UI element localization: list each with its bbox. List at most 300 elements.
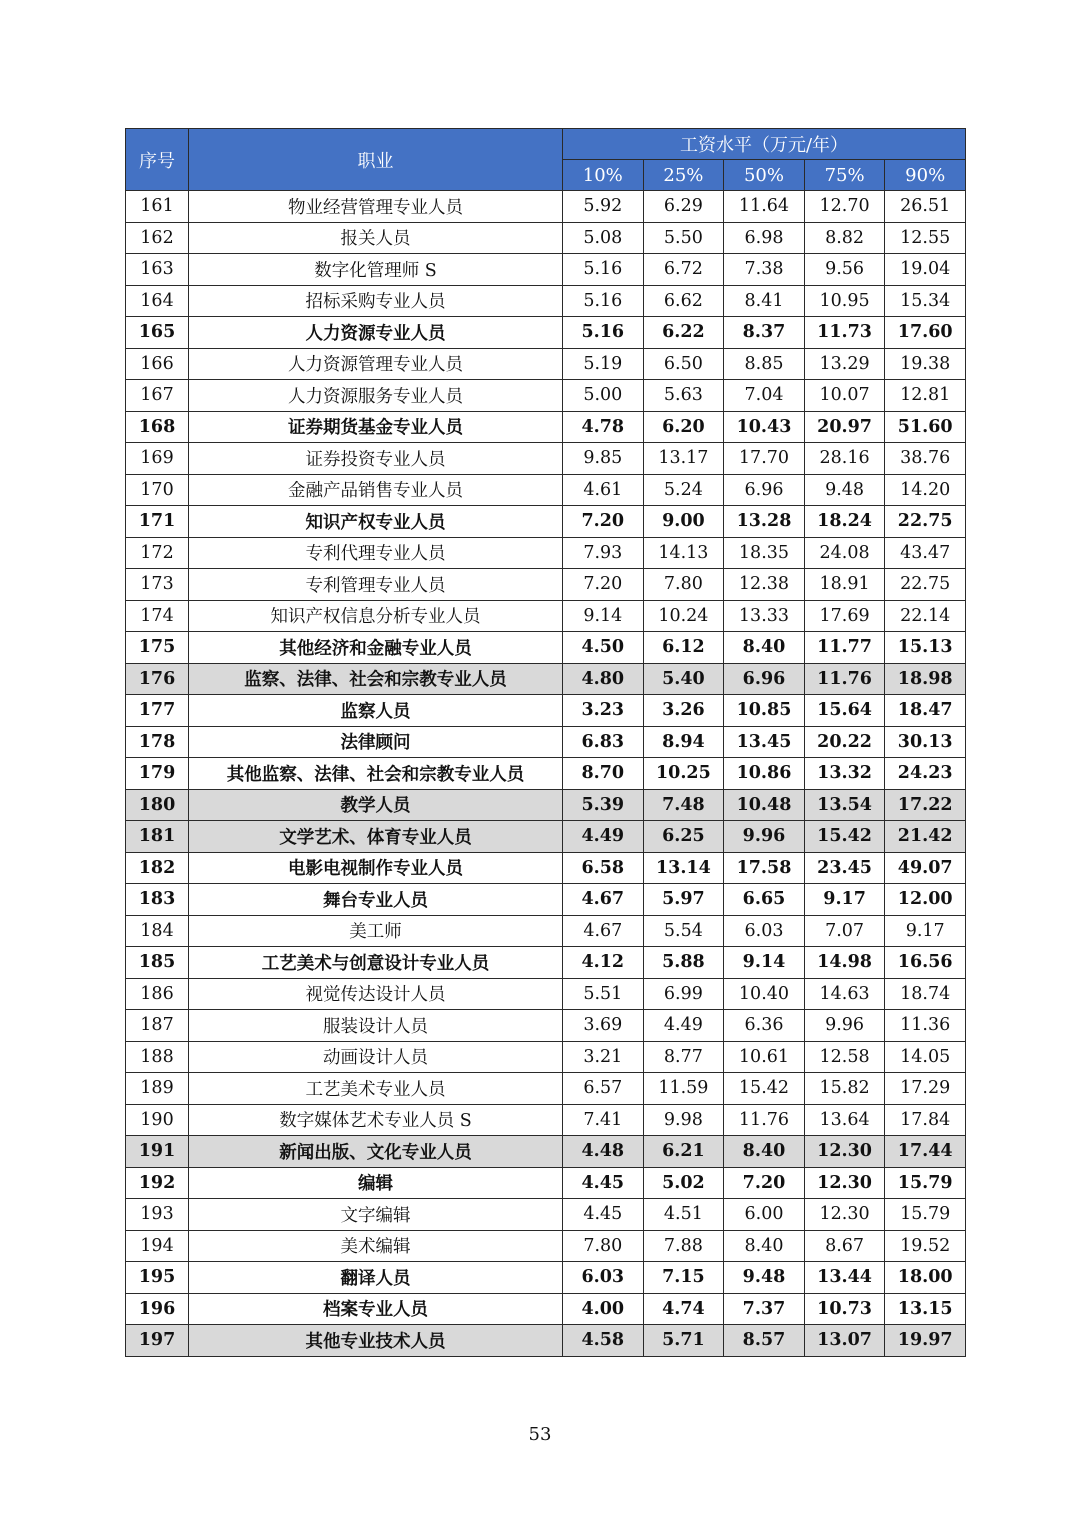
row-value-p25: 13.14 <box>643 852 724 884</box>
row-value-p25: 10.25 <box>643 758 724 790</box>
table-row <box>126 1262 966 1294</box>
header-p25: 25% <box>643 160 724 191</box>
row-value-p25: 5.40 <box>643 663 724 695</box>
row-value-p90: 26.51 <box>885 191 966 223</box>
row-value-p75: 10.73 <box>804 1293 885 1325</box>
table-header <box>126 129 966 191</box>
row-value-p50: 8.85 <box>724 348 805 380</box>
row-value-p75: 8.67 <box>804 1230 885 1262</box>
row-value-p25: 5.97 <box>643 884 724 916</box>
row-value-p50: 13.28 <box>724 506 805 538</box>
table-row <box>126 600 966 632</box>
row-value-p10: 5.00 <box>563 380 644 412</box>
row-value-p75: 14.63 <box>804 978 885 1010</box>
row-value-p90: 24.23 <box>885 758 966 790</box>
row-occupation: 其他监察、法律、社会和宗教专业人员 <box>189 758 563 790</box>
row-occupation: 知识产权专业人员 <box>189 506 563 538</box>
row-value-p10: 4.58 <box>563 1325 644 1357</box>
row-value-p90: 11.36 <box>885 1010 966 1042</box>
row-index: 190 <box>126 1104 189 1136</box>
table-row <box>126 1041 966 1073</box>
row-value-p90: 17.60 <box>885 317 966 349</box>
row-value-p10: 5.19 <box>563 348 644 380</box>
row-value-p75: 12.30 <box>804 1199 885 1231</box>
row-index: 195 <box>126 1262 189 1294</box>
row-value-p10: 4.78 <box>563 411 644 443</box>
row-value-p75: 15.64 <box>804 695 885 727</box>
table-body <box>126 191 966 1357</box>
row-occupation: 编辑 <box>189 1167 563 1199</box>
row-index: 165 <box>126 317 189 349</box>
row-occupation: 证券投资专业人员 <box>189 443 563 475</box>
row-value-p50: 8.57 <box>724 1325 805 1357</box>
table-row <box>126 884 966 916</box>
row-value-p10: 4.67 <box>563 915 644 947</box>
row-value-p25: 7.15 <box>643 1262 724 1294</box>
row-value-p90: 12.81 <box>885 380 966 412</box>
row-value-p75: 12.70 <box>804 191 885 223</box>
row-value-p75: 13.07 <box>804 1325 885 1357</box>
row-value-p90: 18.74 <box>885 978 966 1010</box>
table-row <box>126 1073 966 1105</box>
table-row <box>126 1199 966 1231</box>
row-index: 174 <box>126 600 189 632</box>
row-value-p25: 3.26 <box>643 695 724 727</box>
row-value-p50: 9.48 <box>724 1262 805 1294</box>
row-value-p90: 19.97 <box>885 1325 966 1357</box>
row-value-p10: 4.48 <box>563 1136 644 1168</box>
row-value-p10: 5.39 <box>563 789 644 821</box>
row-value-p25: 7.80 <box>643 569 724 601</box>
table-row <box>126 663 966 695</box>
row-value-p75: 14.98 <box>804 947 885 979</box>
row-value-p90: 19.38 <box>885 348 966 380</box>
row-value-p75: 8.82 <box>804 222 885 254</box>
page-number: 53 <box>528 1424 552 1445</box>
row-index: 171 <box>126 506 189 538</box>
row-value-p75: 12.58 <box>804 1041 885 1073</box>
row-value-p50: 10.86 <box>724 758 805 790</box>
row-value-p25: 8.94 <box>643 726 724 758</box>
row-value-p75: 23.45 <box>804 852 885 884</box>
row-value-p90: 12.55 <box>885 222 966 254</box>
row-value-p90: 22.14 <box>885 600 966 632</box>
row-value-p75: 9.96 <box>804 1010 885 1042</box>
row-value-p90: 43.47 <box>885 537 966 569</box>
row-index: 172 <box>126 537 189 569</box>
row-value-p90: 22.75 <box>885 569 966 601</box>
row-value-p25: 14.13 <box>643 537 724 569</box>
row-value-p10: 4.45 <box>563 1167 644 1199</box>
row-value-p90: 49.07 <box>885 852 966 884</box>
row-value-p50: 9.14 <box>724 947 805 979</box>
row-value-p75: 13.54 <box>804 789 885 821</box>
header-occupation: 职业 <box>189 129 563 191</box>
row-value-p90: 16.56 <box>885 947 966 979</box>
row-value-p10: 4.80 <box>563 663 644 695</box>
row-value-p25: 5.50 <box>643 222 724 254</box>
row-value-p90: 9.17 <box>885 915 966 947</box>
row-index: 197 <box>126 1325 189 1357</box>
row-value-p25: 5.24 <box>643 474 724 506</box>
row-value-p25: 11.59 <box>643 1073 724 1105</box>
row-value-p75: 13.32 <box>804 758 885 790</box>
row-value-p10: 7.93 <box>563 537 644 569</box>
row-index: 196 <box>126 1293 189 1325</box>
row-value-p50: 15.42 <box>724 1073 805 1105</box>
row-value-p50: 6.96 <box>724 663 805 695</box>
row-value-p25: 6.72 <box>643 254 724 286</box>
row-occupation: 动画设计人员 <box>189 1041 563 1073</box>
table-row <box>126 758 966 790</box>
row-index: 169 <box>126 443 189 475</box>
row-value-p25: 9.00 <box>643 506 724 538</box>
row-value-p90: 18.98 <box>885 663 966 695</box>
row-index: 187 <box>126 1010 189 1042</box>
row-value-p50: 8.37 <box>724 317 805 349</box>
header-p90: 90% <box>885 160 966 191</box>
row-value-p50: 7.38 <box>724 254 805 286</box>
row-occupation: 物业经营管理专业人员 <box>189 191 563 223</box>
row-value-p25: 5.88 <box>643 947 724 979</box>
row-value-p10: 6.83 <box>563 726 644 758</box>
row-value-p10: 5.51 <box>563 978 644 1010</box>
row-index: 192 <box>126 1167 189 1199</box>
row-value-p75: 20.97 <box>804 411 885 443</box>
row-index: 166 <box>126 348 189 380</box>
row-value-p50: 6.03 <box>724 915 805 947</box>
row-occupation: 招标采购专业人员 <box>189 285 563 317</box>
row-index: 191 <box>126 1136 189 1168</box>
row-value-p75: 18.24 <box>804 506 885 538</box>
row-value-p10: 8.70 <box>563 758 644 790</box>
row-value-p25: 5.02 <box>643 1167 724 1199</box>
row-index: 167 <box>126 380 189 412</box>
salary-table <box>125 128 966 1357</box>
row-value-p25: 10.24 <box>643 600 724 632</box>
row-value-p50: 8.41 <box>724 285 805 317</box>
row-index: 179 <box>126 758 189 790</box>
table-row <box>126 1010 966 1042</box>
table-row <box>126 474 966 506</box>
row-value-p90: 12.00 <box>885 884 966 916</box>
row-value-p10: 4.45 <box>563 1199 644 1231</box>
row-value-p10: 4.50 <box>563 632 644 664</box>
row-value-p90: 19.52 <box>885 1230 966 1262</box>
row-value-p50: 7.37 <box>724 1293 805 1325</box>
row-value-p90: 18.00 <box>885 1262 966 1294</box>
table-row <box>126 285 966 317</box>
row-value-p25: 4.74 <box>643 1293 724 1325</box>
row-index: 162 <box>126 222 189 254</box>
row-value-p50: 8.40 <box>724 632 805 664</box>
row-value-p50: 10.61 <box>724 1041 805 1073</box>
row-value-p90: 17.29 <box>885 1073 966 1105</box>
table-row <box>126 1293 966 1325</box>
row-value-p75: 13.44 <box>804 1262 885 1294</box>
row-occupation: 服装设计人员 <box>189 1010 563 1042</box>
row-value-p25: 8.77 <box>643 1041 724 1073</box>
row-value-p25: 6.99 <box>643 978 724 1010</box>
table-row <box>126 191 966 223</box>
row-occupation: 知识产权信息分析专业人员 <box>189 600 563 632</box>
table-row <box>126 1167 966 1199</box>
row-occupation: 人力资源专业人员 <box>189 317 563 349</box>
table-row <box>126 1325 966 1357</box>
row-value-p25: 6.22 <box>643 317 724 349</box>
row-value-p75: 10.95 <box>804 285 885 317</box>
row-value-p90: 30.13 <box>885 726 966 758</box>
row-value-p50: 8.40 <box>724 1230 805 1262</box>
table-row <box>126 1230 966 1262</box>
row-index: 177 <box>126 695 189 727</box>
row-value-p75: 13.29 <box>804 348 885 380</box>
row-value-p50: 6.00 <box>724 1199 805 1231</box>
table-row <box>126 978 966 1010</box>
table-row <box>126 1104 966 1136</box>
row-index: 161 <box>126 191 189 223</box>
row-value-p10: 6.03 <box>563 1262 644 1294</box>
row-value-p90: 21.42 <box>885 821 966 853</box>
table-row <box>126 632 966 664</box>
row-value-p50: 6.96 <box>724 474 805 506</box>
row-occupation: 电影电视制作专业人员 <box>189 852 563 884</box>
row-value-p75: 11.73 <box>804 317 885 349</box>
row-index: 189 <box>126 1073 189 1105</box>
row-index: 170 <box>126 474 189 506</box>
table-row <box>126 789 966 821</box>
row-value-p75: 9.56 <box>804 254 885 286</box>
row-value-p90: 14.20 <box>885 474 966 506</box>
table-row <box>126 317 966 349</box>
row-value-p50: 12.38 <box>724 569 805 601</box>
row-value-p50: 9.96 <box>724 821 805 853</box>
row-value-p10: 3.21 <box>563 1041 644 1073</box>
row-occupation: 人力资源服务专业人员 <box>189 380 563 412</box>
row-value-p10: 7.41 <box>563 1104 644 1136</box>
row-occupation: 金融产品销售专业人员 <box>189 474 563 506</box>
row-value-p10: 6.57 <box>563 1073 644 1105</box>
row-index: 183 <box>126 884 189 916</box>
row-value-p75: 11.76 <box>804 663 885 695</box>
row-value-p50: 8.40 <box>724 1136 805 1168</box>
row-index: 164 <box>126 285 189 317</box>
row-value-p50: 7.04 <box>724 380 805 412</box>
row-index: 193 <box>126 1199 189 1231</box>
row-value-p10: 4.61 <box>563 474 644 506</box>
row-value-p75: 28.16 <box>804 443 885 475</box>
row-value-p90: 51.60 <box>885 411 966 443</box>
row-occupation: 监察、法律、社会和宗教专业人员 <box>189 663 563 695</box>
row-value-p25: 6.50 <box>643 348 724 380</box>
row-value-p25: 5.63 <box>643 380 724 412</box>
table-row <box>126 852 966 884</box>
row-value-p10: 7.20 <box>563 506 644 538</box>
row-occupation: 监察人员 <box>189 695 563 727</box>
row-index: 181 <box>126 821 189 853</box>
row-value-p75: 12.30 <box>804 1136 885 1168</box>
row-value-p10: 3.23 <box>563 695 644 727</box>
row-value-p10: 5.92 <box>563 191 644 223</box>
row-index: 175 <box>126 632 189 664</box>
row-value-p50: 10.40 <box>724 978 805 1010</box>
row-value-p25: 4.51 <box>643 1199 724 1231</box>
row-value-p50: 10.48 <box>724 789 805 821</box>
row-value-p10: 9.14 <box>563 600 644 632</box>
row-occupation: 工艺美术专业人员 <box>189 1073 563 1105</box>
row-value-p90: 17.22 <box>885 789 966 821</box>
row-value-p50: 10.43 <box>724 411 805 443</box>
row-index: 176 <box>126 663 189 695</box>
row-value-p75: 20.22 <box>804 726 885 758</box>
row-value-p25: 7.48 <box>643 789 724 821</box>
row-value-p10: 4.12 <box>563 947 644 979</box>
row-value-p10: 7.20 <box>563 569 644 601</box>
row-value-p10: 3.69 <box>563 1010 644 1042</box>
row-value-p25: 6.29 <box>643 191 724 223</box>
row-index: 168 <box>126 411 189 443</box>
row-value-p25: 6.62 <box>643 285 724 317</box>
header-index: 序号 <box>126 129 189 191</box>
row-value-p25: 5.54 <box>643 915 724 947</box>
row-index: 182 <box>126 852 189 884</box>
row-value-p90: 14.05 <box>885 1041 966 1073</box>
row-value-p75: 13.64 <box>804 1104 885 1136</box>
row-index: 194 <box>126 1230 189 1262</box>
row-value-p10: 4.00 <box>563 1293 644 1325</box>
row-value-p10: 4.49 <box>563 821 644 853</box>
table-row <box>126 537 966 569</box>
row-value-p10: 7.80 <box>563 1230 644 1262</box>
row-occupation: 数字化管理师 S <box>189 254 563 286</box>
row-occupation: 文学艺术、体育专业人员 <box>189 821 563 853</box>
header-p10: 10% <box>563 160 644 191</box>
row-value-p90: 15.34 <box>885 285 966 317</box>
row-value-p90: 13.15 <box>885 1293 966 1325</box>
row-value-p10: 5.16 <box>563 285 644 317</box>
row-occupation: 报关人员 <box>189 222 563 254</box>
row-value-p75: 7.07 <box>804 915 885 947</box>
row-value-p90: 38.76 <box>885 443 966 475</box>
row-occupation: 教学人员 <box>189 789 563 821</box>
row-value-p25: 6.12 <box>643 632 724 664</box>
table-row <box>126 569 966 601</box>
table-row <box>126 411 966 443</box>
row-value-p50: 10.85 <box>724 695 805 727</box>
row-value-p25: 6.20 <box>643 411 724 443</box>
row-value-p75: 10.07 <box>804 380 885 412</box>
row-occupation: 美术编辑 <box>189 1230 563 1262</box>
row-index: 185 <box>126 947 189 979</box>
row-occupation: 新闻出版、文化专业人员 <box>189 1136 563 1168</box>
row-value-p90: 15.13 <box>885 632 966 664</box>
row-value-p50: 6.36 <box>724 1010 805 1042</box>
row-occupation: 证券期货基金专业人员 <box>189 411 563 443</box>
row-value-p50: 18.35 <box>724 537 805 569</box>
row-value-p25: 13.17 <box>643 443 724 475</box>
table-row <box>126 726 966 758</box>
row-value-p25: 6.25 <box>643 821 724 853</box>
row-value-p75: 15.82 <box>804 1073 885 1105</box>
table-row <box>126 1136 966 1168</box>
row-occupation: 视觉传达设计人员 <box>189 978 563 1010</box>
row-value-p25: 6.21 <box>643 1136 724 1168</box>
row-value-p50: 7.20 <box>724 1167 805 1199</box>
row-value-p75: 9.17 <box>804 884 885 916</box>
row-value-p50: 11.76 <box>724 1104 805 1136</box>
row-value-p25: 9.98 <box>643 1104 724 1136</box>
row-value-p50: 6.98 <box>724 222 805 254</box>
table-row <box>126 695 966 727</box>
row-value-p10: 5.08 <box>563 222 644 254</box>
header-p75: 75% <box>804 160 885 191</box>
row-value-p90: 18.47 <box>885 695 966 727</box>
row-occupation: 其他经济和金融专业人员 <box>189 632 563 664</box>
row-index: 186 <box>126 978 189 1010</box>
row-value-p50: 17.58 <box>724 852 805 884</box>
row-index: 178 <box>126 726 189 758</box>
header-salary-group: 工资水平（万元/年） <box>563 129 966 160</box>
row-occupation: 专利管理专业人员 <box>189 569 563 601</box>
row-index: 188 <box>126 1041 189 1073</box>
table-row <box>126 947 966 979</box>
table-row <box>126 222 966 254</box>
row-occupation: 文字编辑 <box>189 1199 563 1231</box>
row-value-p75: 11.77 <box>804 632 885 664</box>
row-value-p10: 9.85 <box>563 443 644 475</box>
row-value-p90: 19.04 <box>885 254 966 286</box>
table-row <box>126 915 966 947</box>
table-row <box>126 506 966 538</box>
row-occupation: 舞台专业人员 <box>189 884 563 916</box>
row-value-p25: 7.88 <box>643 1230 724 1262</box>
row-occupation: 人力资源管理专业人员 <box>189 348 563 380</box>
row-occupation: 数字媒体艺术专业人员 S <box>189 1104 563 1136</box>
row-value-p25: 4.49 <box>643 1010 724 1042</box>
table-row <box>126 821 966 853</box>
row-value-p10: 5.16 <box>563 317 644 349</box>
table-row <box>126 254 966 286</box>
table-row <box>126 348 966 380</box>
row-occupation: 工艺美术与创意设计专业人员 <box>189 947 563 979</box>
row-value-p75: 9.48 <box>804 474 885 506</box>
row-value-p50: 11.64 <box>724 191 805 223</box>
row-index: 184 <box>126 915 189 947</box>
header-p50: 50% <box>724 160 805 191</box>
row-value-p50: 6.65 <box>724 884 805 916</box>
row-index: 180 <box>126 789 189 821</box>
row-value-p75: 17.69 <box>804 600 885 632</box>
row-value-p75: 24.08 <box>804 537 885 569</box>
row-value-p90: 17.44 <box>885 1136 966 1168</box>
row-value-p50: 13.45 <box>724 726 805 758</box>
row-occupation: 档案专业人员 <box>189 1293 563 1325</box>
row-value-p90: 22.75 <box>885 506 966 538</box>
row-index: 173 <box>126 569 189 601</box>
table-row <box>126 380 966 412</box>
row-value-p90: 17.84 <box>885 1104 966 1136</box>
row-value-p50: 17.70 <box>724 443 805 475</box>
row-occupation: 法律顾问 <box>189 726 563 758</box>
row-value-p75: 18.91 <box>804 569 885 601</box>
row-occupation: 其他专业技术人员 <box>189 1325 563 1357</box>
row-occupation: 专利代理专业人员 <box>189 537 563 569</box>
row-value-p90: 15.79 <box>885 1199 966 1231</box>
row-value-p90: 15.79 <box>885 1167 966 1199</box>
row-value-p75: 12.30 <box>804 1167 885 1199</box>
row-value-p10: 4.67 <box>563 884 644 916</box>
row-value-p50: 13.33 <box>724 600 805 632</box>
